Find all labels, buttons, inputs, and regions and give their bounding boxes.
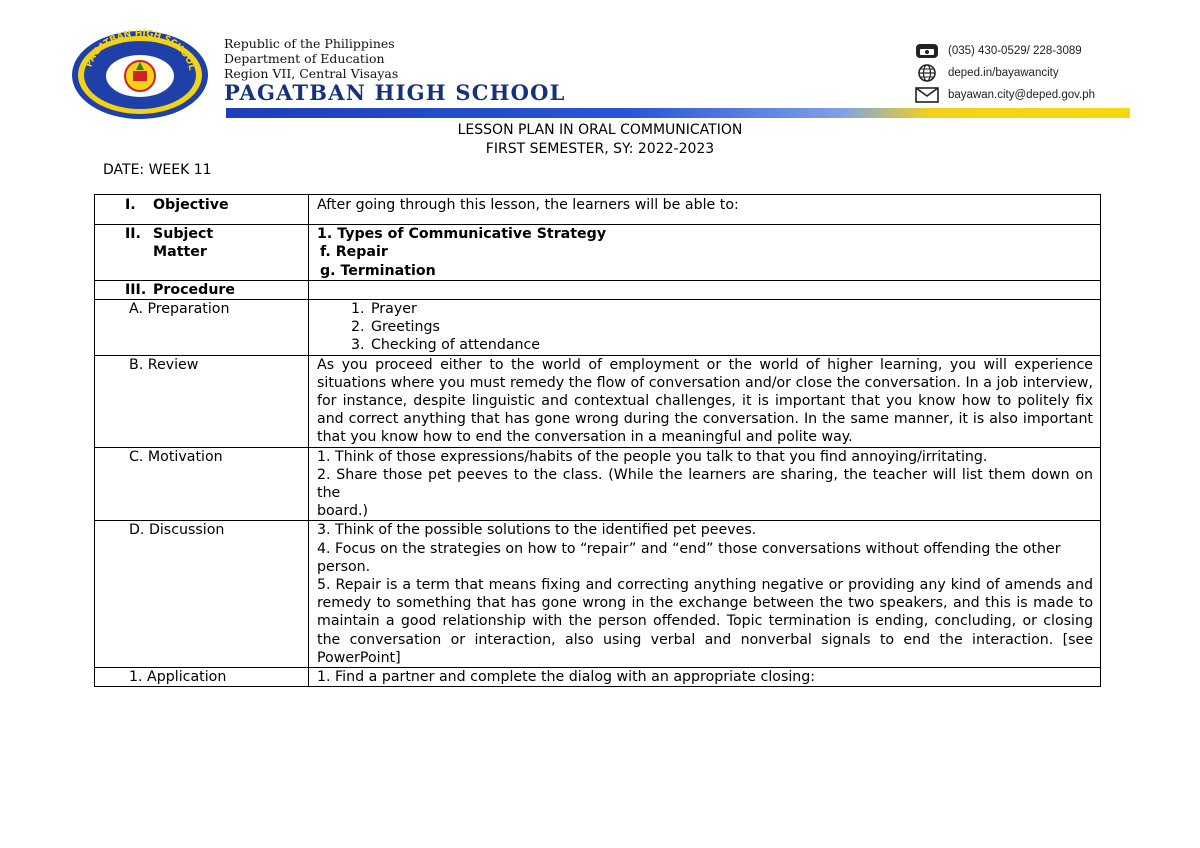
step-label: B. Review — [129, 356, 199, 373]
school-seal-logo — [70, 28, 210, 120]
review-text: As you proceed either to the world of employment or the world of higher learning, you will experience situations where you must remedy the flow of conversation and/or close the conversation. In a job interview, for instance, despite linguistic and contextual challenges, it is important that you know how to politely fix and correct anything that has gone wrong during the conversation. In the same manner, it is also important that you know how to end the conversation in a meaningful and polite way. — [317, 356, 1093, 446]
row-label-cell — [95, 280, 309, 299]
row-label-cell — [95, 225, 309, 281]
row-label-cell — [95, 195, 309, 225]
row-content-cell — [309, 447, 1101, 521]
row-content-cell — [309, 300, 1101, 356]
contact-phone — [914, 40, 1095, 61]
row-content-cell — [309, 225, 1101, 281]
step-label: A. Preparation — [129, 301, 230, 318]
row-content-cell — [309, 280, 1101, 299]
row-label-cell — [95, 668, 309, 687]
motivation-line: board.) — [317, 503, 369, 520]
table-row-preparation — [95, 300, 1101, 356]
motivation-line: 1. Think of those expressions/habits of the people you talk to that you find annoying/irritating. — [317, 448, 988, 465]
objective-text: After going through this lesson, the learners will be able to: — [317, 197, 739, 213]
globe-icon — [914, 64, 940, 82]
agency-line: Department of Education — [224, 51, 385, 66]
contact-text: bayawan.city@deped.gov.ph — [948, 88, 1096, 101]
contact-text: (035) 430-0529/ 228-3089 — [948, 44, 1082, 57]
application-text: 1. Find a partner and complete the dialog with an appropriate closing: — [317, 669, 816, 686]
letterhead — [66, 24, 1130, 124]
discussion-line: person. — [317, 558, 371, 575]
step-label: D. Discussion — [129, 522, 225, 539]
table-row-review — [95, 355, 1101, 447]
section-number: I. — [125, 197, 136, 213]
row-label-cell — [95, 521, 309, 668]
agency-line: Republic of the Philippines — [224, 36, 395, 51]
row-content-cell — [309, 521, 1101, 668]
preparation-list — [317, 300, 1093, 355]
row-content-cell — [309, 195, 1101, 225]
table-row-motivation — [95, 447, 1101, 521]
motivation-line: 2. Share those pet peeves to the class. (While the learners are sharing, the teacher will list them down on the — [317, 466, 1093, 502]
step-label: C. Motivation — [129, 448, 223, 465]
section-heading: Matter — [153, 244, 207, 261]
contact-web — [914, 62, 1095, 83]
agency-line: Region VII, Central Visayas — [224, 66, 399, 81]
table-row-objective — [95, 195, 1101, 225]
document-date: DATE: WEEK 11 — [103, 162, 212, 178]
table-row-procedure — [95, 280, 1101, 299]
letterhead-color-band — [226, 108, 1130, 118]
list-item: 3. Checking of attendance — [369, 336, 1093, 354]
row-label-cell — [95, 447, 309, 521]
contact-email — [914, 84, 1095, 105]
row-content-cell — [309, 668, 1101, 687]
section-heading: Objective — [153, 197, 229, 213]
section-heading: Subject — [153, 226, 214, 243]
step-label: 1. Application — [129, 669, 227, 686]
discussion-line: 4. Focus on the strategies on how to “repair” and “end” those conversations without offending the other — [317, 540, 1061, 557]
discussion-line: 3. Think of the possible solutions to the identified pet peeves. — [317, 522, 757, 539]
row-content-cell — [309, 355, 1101, 447]
svg-text:PAGATBAN HIGH SCHOOL: PAGATBAN HIGH SCHOOL — [84, 28, 197, 72]
list-item: 1. Prayer — [369, 300, 1093, 318]
section-number: II. — [125, 226, 141, 243]
subject-line: 1. Types of Communicative Strategy — [317, 226, 607, 243]
document-subtitle: FIRST SEMESTER, SY: 2022-2023 — [485, 141, 715, 157]
subject-line: f. Repair — [320, 244, 388, 261]
list-item: 2. Greetings — [369, 318, 1093, 336]
subject-line: g. Termination — [320, 262, 436, 279]
phone-icon — [914, 42, 940, 60]
row-label-cell — [95, 355, 309, 447]
table-row-application — [95, 668, 1101, 687]
school-name: PAGATBAN HIGH SCHOOL — [224, 80, 566, 105]
table-row-subject-matter — [95, 225, 1101, 281]
agency-block — [224, 36, 398, 81]
mail-icon — [914, 86, 940, 104]
document-title: LESSON PLAN IN ORAL COMMUNICATION — [457, 122, 743, 138]
section-number: III. — [125, 281, 147, 298]
discussion-paragraph: 5. Repair is a term that means fixing and correcting anything negative or providing any kind of amends and remedy to something that has gone wrong in the exchange between the two speakers, and this is made to maintain a good relationship with the person offended. Topic termination is ending, concluding, or closing the conversation or interaction, also using verbal and nonverbal signals to end the interaction. [see PowerPoint] — [317, 577, 1093, 666]
table-row-discussion — [95, 521, 1101, 668]
row-label-cell — [95, 300, 309, 356]
contact-block — [914, 40, 1095, 106]
lesson-plan-table — [94, 194, 1101, 687]
contact-text: deped.in/bayawancity — [948, 66, 1059, 79]
section-heading: Procedure — [153, 281, 236, 298]
